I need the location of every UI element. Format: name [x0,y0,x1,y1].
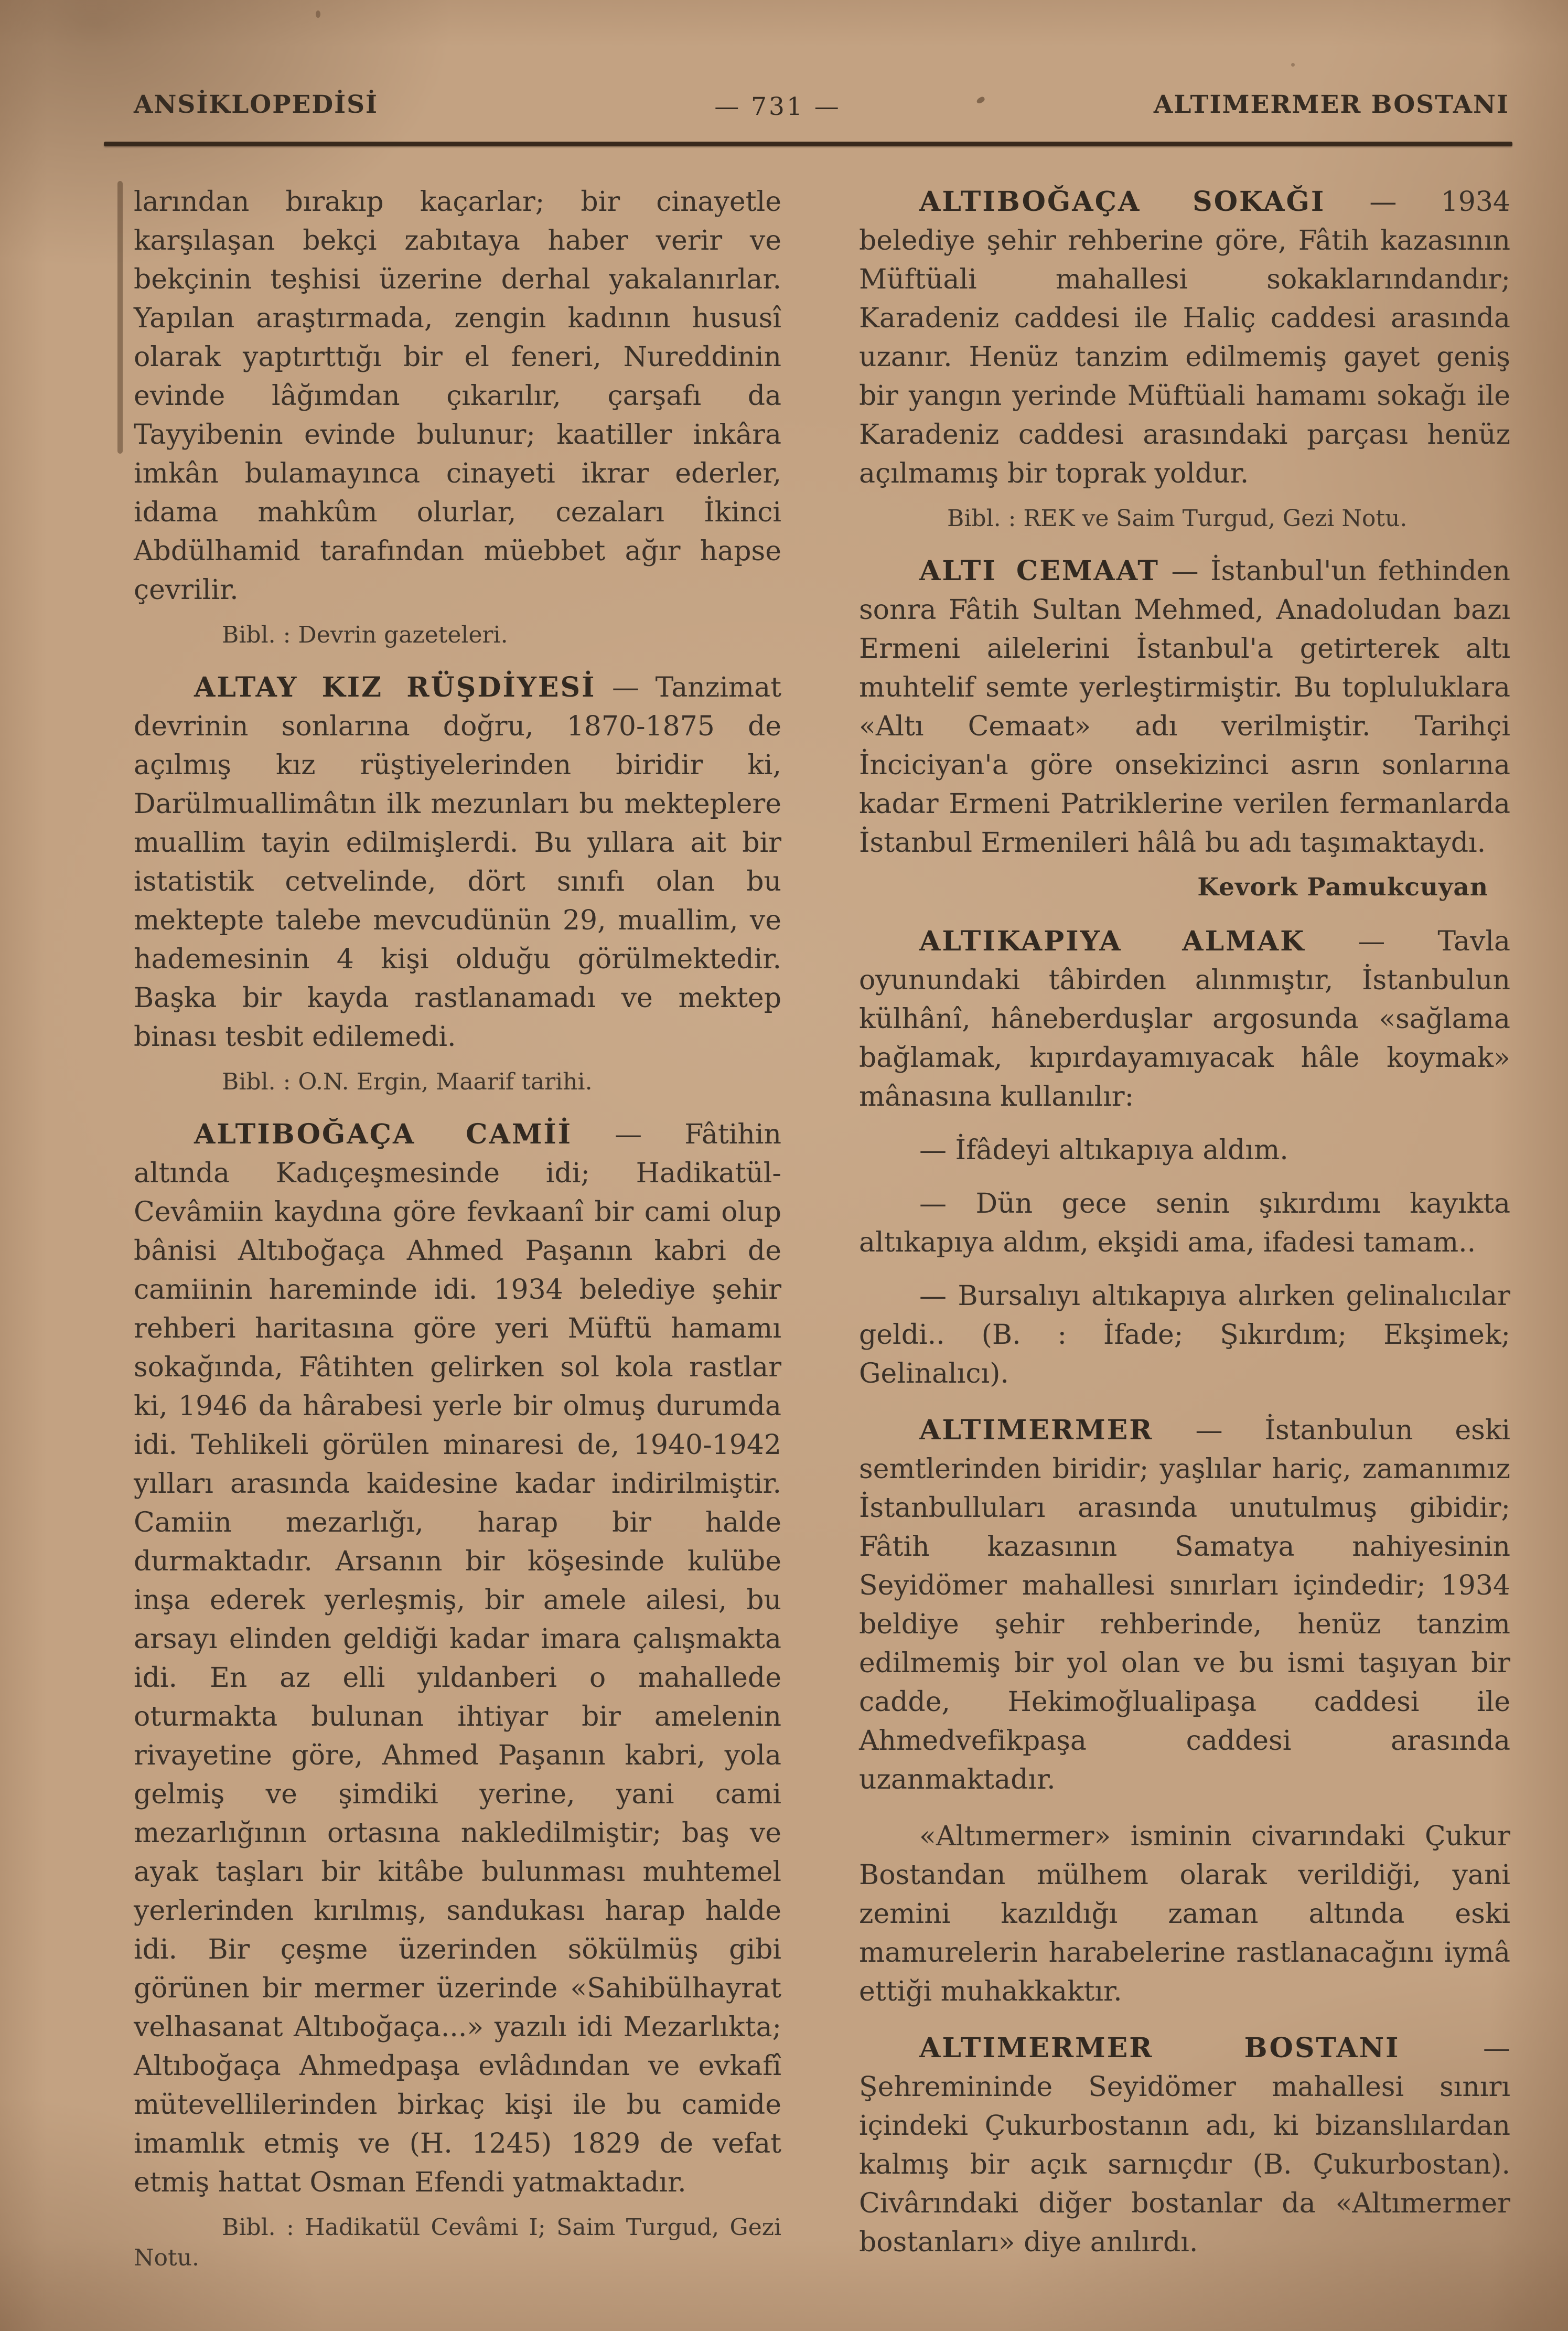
scan-artifact-speck [1291,63,1295,67]
heading-dash: — [1153,1415,1265,1446]
bibliography-note: Bibl. : O.N. Ergin, Maarif tarihi. [222,1068,593,1095]
entry-heading: ALTI CEMAAT [919,555,1159,587]
heading-dash: — [1159,555,1211,587]
running-title-right: ALTIMERMER BOSTANI [1153,90,1509,119]
page-number: — 731 — [714,92,841,121]
bibliography-note: Bibl. : REK ve Saim Turgud, Gezi Notu. [947,505,1408,532]
heading-dash: — [1305,926,1438,957]
entry-heading: ALTIMERMER [919,1414,1154,1446]
entry-heading: ALTIKAPIYA ALMAK [919,925,1306,957]
entry-altibogaca-sokagi [859,183,1510,493]
right-column [859,183,1510,2262]
entry-text: Fâtihin altında Kadıçeşmesinde idi; Hadikatül-Cevâmiin kaydına göre fevkaanî bir cami olup bânisi Altıboğaça Ahmed Paşanın kabri de camiinin hareminde idi. 1934 belediye şehir rehberi haritasına göre yeri Müftü hamamı sokağında, Fâtihten gelirken sol kola rastlar ki, 1946 da hârabesi yerle bir olmuş durumda idi. Tehlikeli görülen minaresi de, 1940-1942 yılları arasında kaidesine kadar indirilmiştir. Camiin mezarlığı, harap bir halde durmaktadır. Arsanın bir köşesinde kulübe inşa ederek yerleşmiş, bir amele ailesi, bu arsayı elinden geldiği kadar imara çalışmakta idi. En az elli yıldanberi o mahallede oturmakta bulunan ihtiyar bir amelenin rivayetine göre, Ahmed Paşanın kabri, yola gelmiş ve şimdiki yerine, yani cami mezarlığının ortasına nakledilmiştir; baş ve ayak taşları bir kitâbe bulunması muhtemel yerlerinden kırılmış, sandukası harap halde idi. Bir çeşme üzerinden sökülmüş gibi görünen bir mermer üzerinde «Sahibülhayrat velhasanat Altıboğaça...» yazılı idi Mezarlıkta; Altıboğaça Ahmedpaşa evlâdından ve evkafî mütevellilerinden birkaç kişi ile bu camide imamlık etmiş ve (H. 1245) 1829 de vefat etmiş hattat Osman Efendi yatmaktadır. [134,1119,781,2198]
dialogue-quote: — Bursalıyı altıkapıya alırken gelinalıcılar geldi.. (B. : İfade; Şıkırdım; Ekşimek; Gelinalıcı). [859,1280,1510,1389]
entry-altimermer-bostani [859,2029,1510,2262]
left-column [134,183,781,2280]
entry-altibogaca-camii [134,1115,781,2202]
header-rule [104,142,1512,146]
dialogue-quote: — İfâdeyi altıkapıya aldım. [919,1135,1288,1166]
entry-text: 1934 belediye şehir rehberine göre, Fâtih kazasının Müftüali mahallesi sokaklarındandır; Karadeniz caddesi ile Haliç caddesi arasında uzanır. Henüz tanzim edilmemiş gayet geniş bir yangın yerinde Müftüali hamamı sokağı ile Karadeniz caddesi arasındaki parçası henüz açılmamış bir toprak yoldur. [859,186,1510,489]
bibliography-note: Bibl. : Devrin gazeteleri. [222,622,508,648]
heading-dash: — [1325,186,1441,218]
entry-altimermer [859,1411,1510,1799]
entry-text: Şehremininde Seyidömer mahallesi sınırı içindeki Çukurbostanın adı, ki bizanslılardan kalmış bir açık sarnıçdır (B. Çukurbostan). Civârındaki diğer bostanlar da «Altımermer bostanları» diye anılırdı. [859,2071,1510,2258]
entry-heading: ALTIBOĞAÇA SOKAĞI [919,186,1326,218]
entry-altay-kiz-rusdiyesi [134,668,781,1056]
author-signature: Kevork Pamukcuyan [1197,873,1488,902]
entry-heading: ALTAY KIZ RÜŞDİYESİ [194,671,596,703]
entry-altikapiya-almak [859,922,1510,1116]
heading-dash: — [596,672,656,703]
page-header [134,90,1509,127]
heading-dash: — [1400,2033,1510,2064]
entry-text: İstanbul'un fethinden sonra Fâtih Sultan Mehmed, Anadoludan bazı Ermeni ailelerini İstanbul'a getirterek altı muhtelif semte yerleştirmiştir. Bu topluluklara «Altı Cemaat» adı verilmiştir. Tarihçi İnciciyan'a göre onsekizinci asrın sonlarına kadar Ermeni Patriklerine verilen fermanlarda İstanbul Ermenileri hâlâ bu adı taşımaktaydı. [859,555,1511,859]
heading-dash: — [572,1119,685,1150]
paragraph-continuation: larından bırakıp kaçarlar; bir cinayetle karşılaşan bekçi zabıtaya haber verir ve bekçinin teşhisi üzerine derhal yakalanırlar. Yapılan araştırmada, zengin kadının hususî olarak yaptırttığı bir el feneri, Nureddinin evinde lâğımdan çıkarılır, çarşafı da Tayyibenin evinde bulunur; kaatiller inkâra imkân bulamayınca cinayeti ikrar ederler, idama mahkûm olurlar, cezaları İkinci Abdülhamid tarafından müebbet ağır hapse çevrilir. [134,186,781,606]
paragraph: «Altımermer» isminin civarındaki Çukur Bostandan mülhem olarak verildiği, yani zemini kazıldığı zaman altında eski mamurelerin harabelerine rastlanacağını iymâ ettiği muhakkaktır. [859,1821,1510,2007]
entry-text: Tanzimat devrinin sonlarına doğru, 1870-1875 de açılmış kız rüştiyelerinden biridir ki, Darülmuallimâtın ilk mezunları bu mekteplere muallim tayin edilmişlerdi. Bu yıllara ait bir istatistik cetvelinde, dört sınıfı olan bu mektepte talebe mevcudünün 29, muallim, ve hademesinin 4 kişi olduğu görülmektedir. Başka bir kayda rastlanamadı ve mektep binası tesbit edilemedi. [134,672,781,1053]
entry-heading: ALTIMERMER BOSTANI [919,2032,1400,2064]
entry-alti-cemaat [859,552,1510,862]
entry-text: İstanbulun eski semtlerinden biridir; yaşlılar hariç, zamanımız İstanbulluları arasında unutulmuş gibidir; Fâtih kazasının Samatya nahiyesinin Seyidömer mahallesi sınırları içindedir; 1934 beldiye şehir rehberinde, henüz tanzim edilmemiş bir yol olan ve bu ismi taşıyan bir cadde, Hekimoğlualipaşa caddesi ile Ahmedvefikpaşa caddesi arasında uzanmaktadır. [859,1415,1510,1795]
entry-text: Tavla oyunundaki tâbirden alınmıştır, İstanbulun külhânî, hâneberduşlar argosunda «sağlama bağlamak, kıpırdayamıyacak hâle koymak» mânasına kullanılır: [859,926,1510,1113]
scan-artifact-streak [117,181,123,454]
running-title-left: ANSİKLOPEDİSİ [134,90,379,119]
scan-artifact-speck [316,10,320,18]
bibliography-note: Bibl. : Hadikatül Cevâmi I; Saim Turgud, Gezi Notu. [134,2214,781,2271]
dialogue-quote: — Dün gece senin şıkırdımı kayıkta altıkapıya aldım, ekşidi ama, ifadesi tamam.. [859,1188,1510,1258]
entry-heading: ALTIBOĞAÇA CAMİİ [194,1118,573,1150]
